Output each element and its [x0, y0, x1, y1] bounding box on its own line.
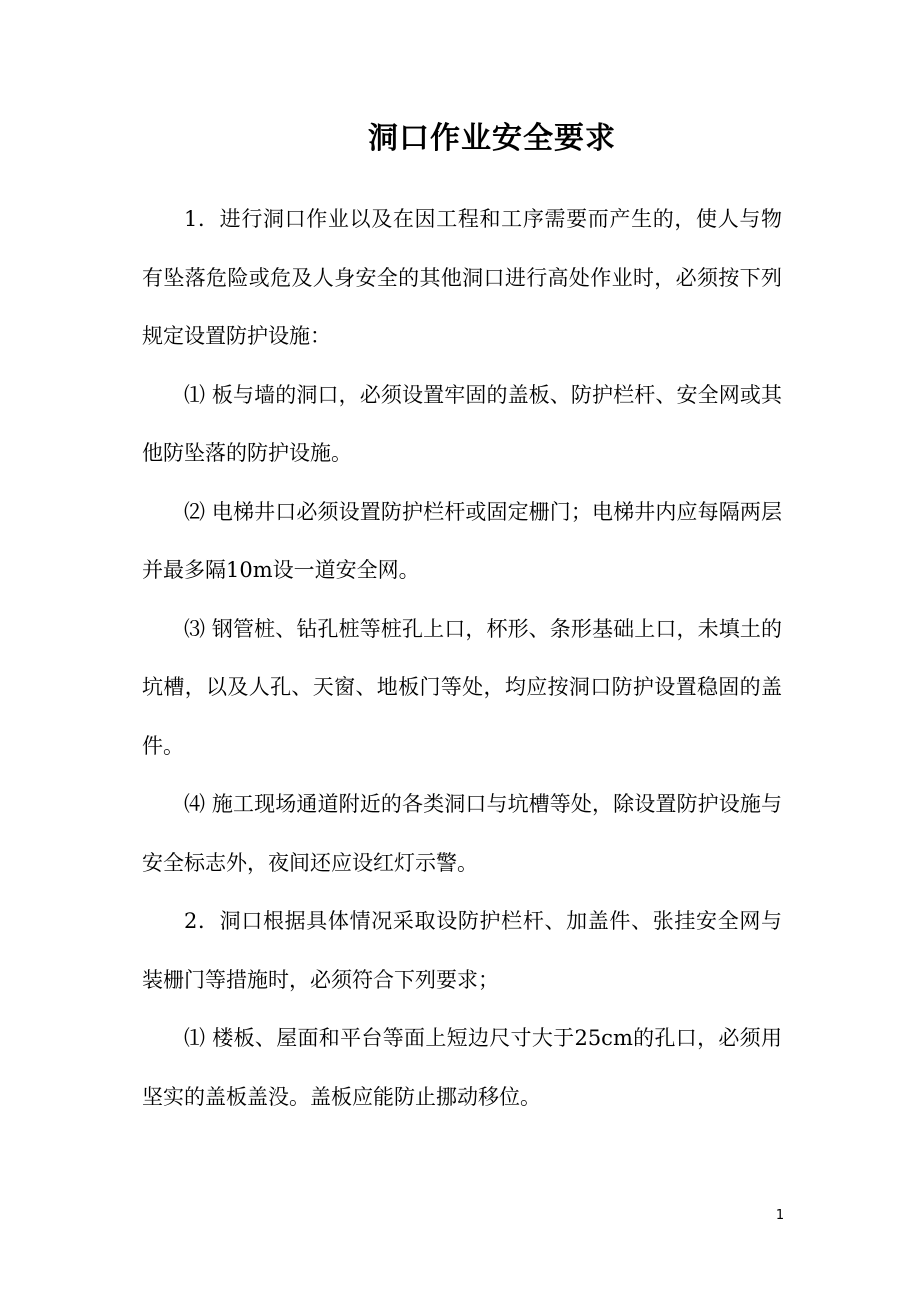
paragraph-2-1: ⑴ 楼板、屋面和平台等面上短边尺寸大于25cm的孔口，必须用坚实的盖板盖没。盖板应能防止挪动移位。 — [142, 1026, 782, 1109]
page-number: 1 — [775, 1208, 785, 1223]
paragraph-1-4: ⑷ 施工现场通道附近的各类洞口与坑槽等处，除设置防护设施与安全标志外，夜间还应设红灯示警。 — [142, 792, 782, 875]
document-title: 洞口作业安全要求 — [368, 121, 616, 156]
paragraph-1: 1．进行洞口作业以及在因工程和工序需要而产生的，使人与物有坠落危险或危及人身安全的其他洞口进行高处作业时，必须按下列规定设置防护设施： — [142, 207, 782, 348]
document-body — [142, 190, 782, 1126]
paragraph-1-1: ⑴ 板与墙的洞口，必须设置牢固的盖板、防护栏杆、安全网或其他防坠落的防护设施。 — [142, 382, 782, 465]
paragraph-1-2: ⑵ 电梯井口必须设置防护栏杆或固定栅门；电梯井内应每隔两层并最多隔10m设一道安全网。 — [142, 499, 782, 582]
paragraph-1-3: ⑶ 钢管桩、钻孔桩等桩孔上口，杯形、条形基础上口，未填土的坑槽，以及人孔、天窗、地板门等处，均应按洞口防护设置稳固的盖件。 — [142, 616, 782, 758]
paragraph-2: 2．洞口根据具体情况采取设防护栏杆、加盖件、张挂安全网与装栅门等措施时，必须符合下列要求； — [142, 909, 782, 992]
